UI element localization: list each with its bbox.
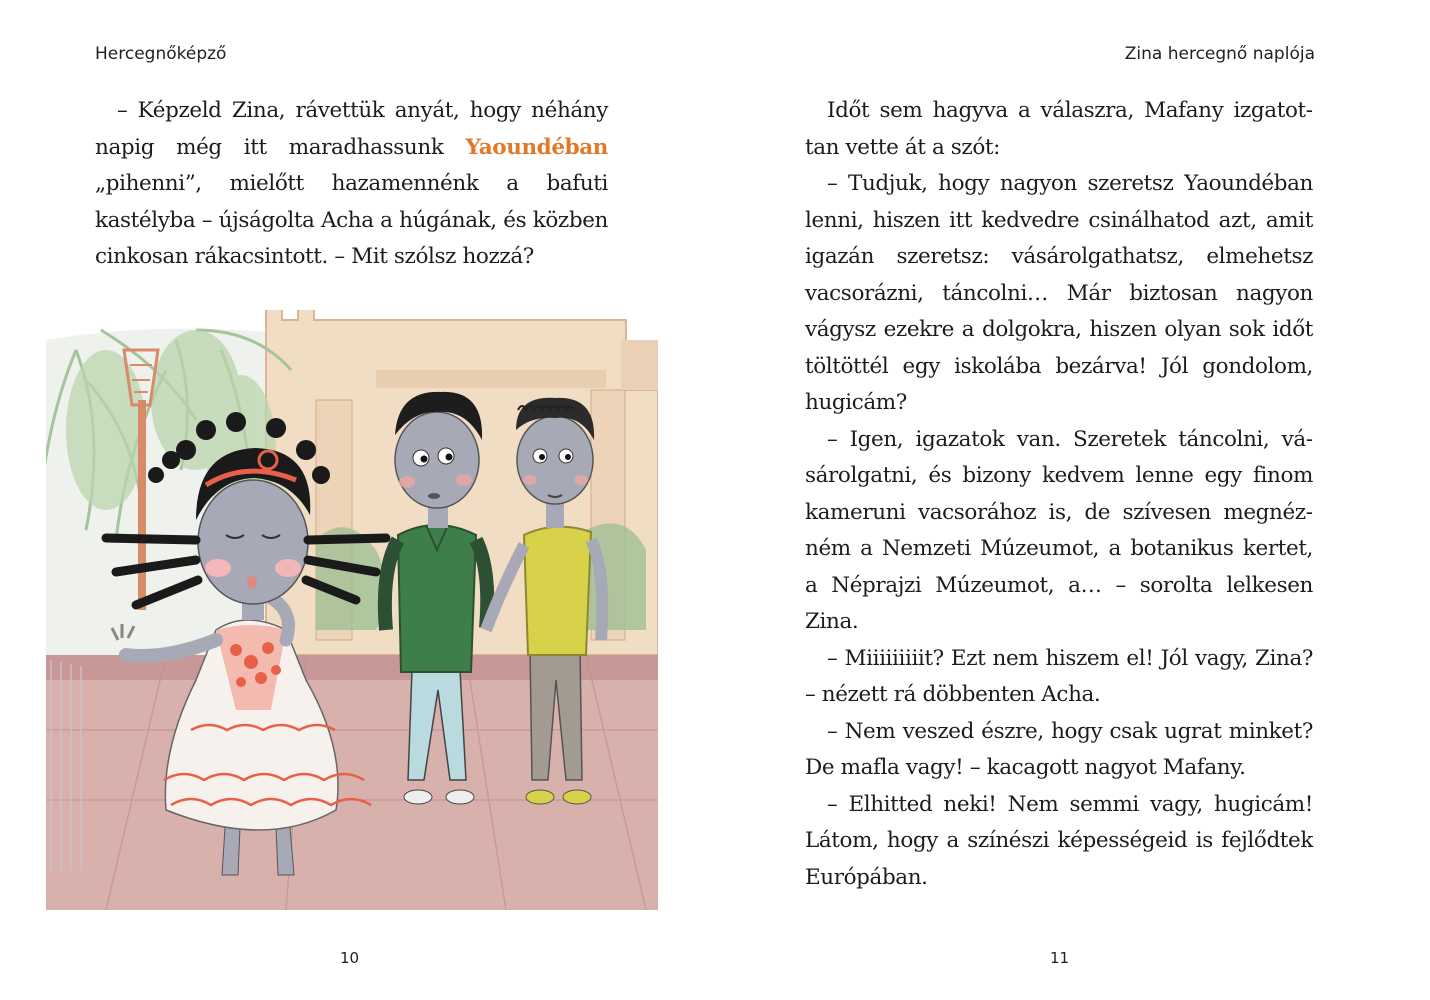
right-page-text bbox=[805, 93, 1313, 896]
paragraph: – Elhitted neki! Nem semmi vagy, hugicám! Látom, hogy a színészi képességeid is fejlődtek Európában. bbox=[805, 791, 1313, 890]
text-run: „pihenni”, mielőtt hazamennénk a bafuti kastélyba – újságolta Acha a húgának, és közben cinkosan rákacsintott. – Mit szólsz hozzá? bbox=[95, 171, 608, 269]
paragraph: – Igen, igazatok van. Szeretek táncolni, vásárolgatni, és bizony kedvem lenne egy finom kameruni vacsorához is, de szívesen megnézném a Nemzeti Múzeumot, a botanikus kertet, a Néprajzi Múzeumot, a… – sorolta lelkesen Zina. bbox=[805, 426, 1313, 634]
running-head-right: Zina hercegnő naplója bbox=[1124, 44, 1315, 64]
page-number-left: 10 bbox=[340, 949, 360, 967]
right-page bbox=[715, 0, 1430, 1000]
paragraph: – Tudjuk, hogy nagyon szeretsz Yaoundéban lenni, hiszen itt kedvedre csinálhatod azt, amit igazán szeretsz: vásárolgathatsz, elmehetsz vacsorázni, táncolni… Már biztosan nagyon vágysz ezekre a dolgokra, hiszen olyan sok időt töltöttél egy iskolába bezárva! Jól gondolom, hugicám? bbox=[805, 171, 1313, 415]
paragraph: Időt sem hagyva a válaszra, Mafany izgatottan vette át a szót: bbox=[805, 98, 1313, 160]
page-number-right: 11 bbox=[1050, 949, 1070, 967]
story-illustration bbox=[46, 310, 658, 910]
paragraph: – Miiiiiiiiit? Ezt nem hiszem el! Jól vagy, Zina? – nézett rá döbbenten Acha. bbox=[805, 645, 1313, 707]
running-head-left: Hercegnőképző bbox=[95, 44, 227, 64]
place-name-highlight: Yaoundéban bbox=[465, 134, 608, 160]
left-page-text bbox=[95, 93, 608, 276]
paragraph: – Nem veszed észre, hogy csak ugrat minket? De mafla vagy! – kacagott nagyot Mafany. bbox=[805, 718, 1313, 780]
paragraph bbox=[95, 93, 608, 276]
text-run: – Képzeld Zina, rávettük anyát, hogy néhány napig még itt maradhassunk bbox=[95, 98, 608, 160]
